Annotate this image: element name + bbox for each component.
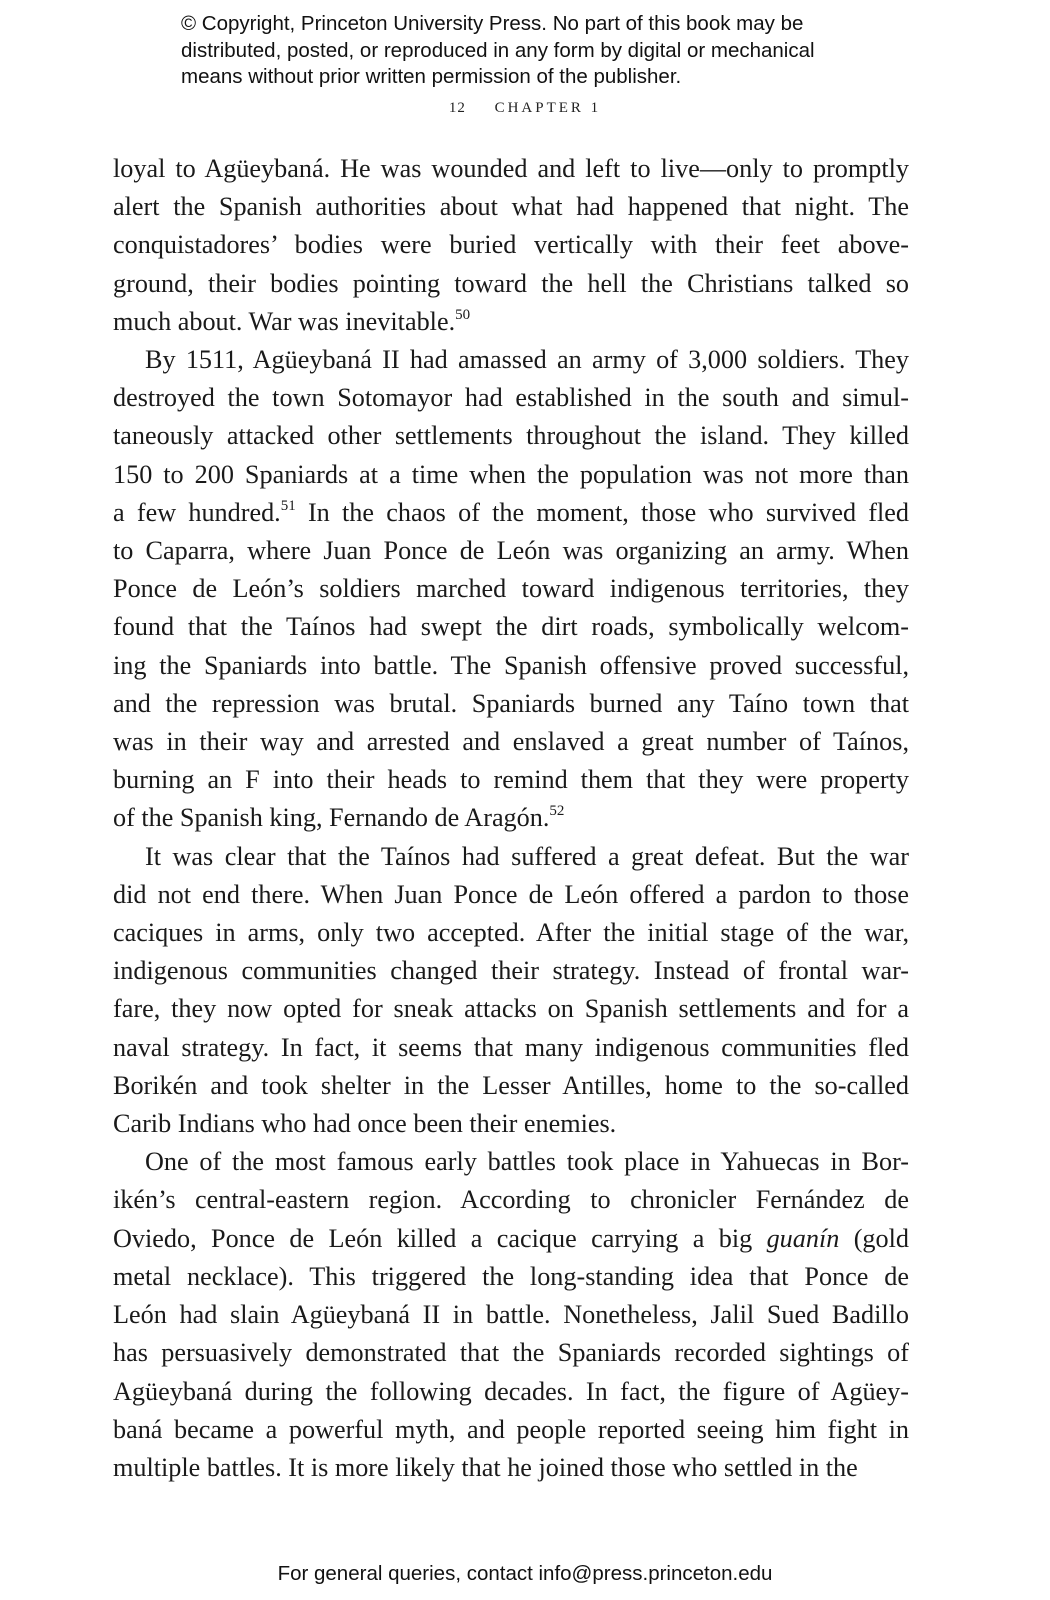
text-line: to Caparra, where Juan Ponce de León was organizing an army. When: [113, 536, 909, 566]
text-line: and the repression was brutal. Spaniards burned any Taíno town that: [113, 688, 909, 718]
text-line: Agüeybaná during the following decades. In fact, the figure of Agüey-: [113, 1376, 909, 1406]
footnote-ref[interactable]: 51: [280, 497, 296, 514]
footnote-ref[interactable]: 52: [549, 803, 565, 820]
text-line: Borikén and took shelter in the Lesser Antilles, home to the so-called: [113, 1070, 909, 1100]
text-line: One of the most famous early battles took place in Yahuecas in Bor-: [145, 1147, 909, 1177]
text-line: 150 to 200 Spaniards at a time when the population was not more than: [113, 459, 909, 489]
text-line: Oviedo, Ponce de León killed a cacique carrying a big guanín (gold: [113, 1223, 909, 1253]
text-line: alert the Spanish authorities about what had happened that night. The: [113, 192, 909, 222]
text-line: indigenous communities changed their strategy. Instead of frontal war-: [113, 956, 909, 986]
text-line: conquistadores’ bodies were buried vertically with their feet above-: [113, 230, 909, 260]
text-line: baná became a powerful myth, and people reported seeing him fight in: [113, 1414, 909, 1444]
text-line: ikén’s central-eastern region. According to chronicler Fernández de: [113, 1185, 909, 1215]
paragraph: [113, 1143, 909, 1487]
text-line: It was clear that the Taínos had suffered a great defeat. But the war: [145, 841, 909, 871]
text-line: much about. War was inevitable.$^{50}$: [113, 306, 471, 336]
text-line: of the Spanish king, Fernando de Aragón.$^{52}$: [113, 803, 565, 833]
text-line: has persuasively demonstrated that the Spaniards recorded sightings of: [113, 1338, 909, 1368]
text-line: metal necklace). This triggered the long-standing idea that Ponce de: [113, 1261, 909, 1291]
body-text: [113, 150, 909, 1487]
text-line: destroyed the town Sotomayor had established in the south and simul-: [113, 383, 909, 413]
page-number: 12: [448, 100, 466, 116]
paragraph: [113, 341, 909, 838]
text-line: By 1511, Agüeybaná II had amassed an army of 3,000 soldiers. They: [145, 345, 909, 375]
text-line: multiple battles. It is more likely that he joined those who settled in the: [113, 1452, 858, 1482]
text-line: fare, they now opted for sneak attacks on Spanish settlements and for a: [113, 994, 909, 1024]
text-line: did not end there. When Juan Ponce de León offered a pardon to those: [113, 879, 909, 909]
text-line: ing the Spaniards into battle. The Spanish offensive proved successful,: [113, 650, 909, 680]
chapter-label: CHAPTER 1: [494, 100, 602, 116]
text-line: Carib Indians who had once been their enemies.: [113, 1109, 617, 1139]
running-head: [0, 100, 1050, 117]
text-line: found that the Taínos had swept the dirt roads, symbolically welcom-: [113, 612, 909, 642]
copyright-line: distributed, posted, or reproduced in any form by digital or mechanical: [181, 38, 815, 62]
text-line: a few hundred.$^{51}$ In the chaos of the moment, those who survived fled: [113, 497, 909, 527]
text-line: León had slain Agüeybaná II in battle. Nonetheless, Jalil Sued Badillo: [113, 1300, 909, 1330]
text-line: taneously attacked other settlements throughout the island. They killed: [113, 421, 909, 451]
paragraph: [113, 150, 909, 341]
copyright-line: © Copyright, Princeton University Press. No part of this book may be: [181, 12, 804, 35]
text-line: loyal to Agüeybaná. He was wounded and left to live—only to promptly: [113, 154, 909, 183]
text-line: Ponce de León’s soldiers marched toward indigenous territories, they: [113, 574, 909, 604]
text-line: naval strategy. In fact, it seems that many indigenous communities fled: [113, 1032, 909, 1062]
text-line: caciques in arms, only two accepted. After the initial stage of the war,: [113, 918, 909, 948]
copyright-notice: [181, 11, 941, 91]
text-line: was in their way and arrested and enslaved a great number of Taínos,: [113, 727, 909, 757]
paragraph: [113, 838, 909, 1144]
text-line: ground, their bodies pointing toward the hell the Christians talked so: [113, 268, 909, 298]
copyright-line: means without prior written permission of the publisher.: [181, 65, 682, 88]
footnote-ref[interactable]: 50: [455, 306, 471, 323]
text-line: burning an F into their heads to remind them that they were property: [113, 765, 909, 795]
footer-contact: For general queries, contact info@press.princeton.edu: [277, 1562, 773, 1585]
italic-term: guanín: [766, 1223, 840, 1253]
